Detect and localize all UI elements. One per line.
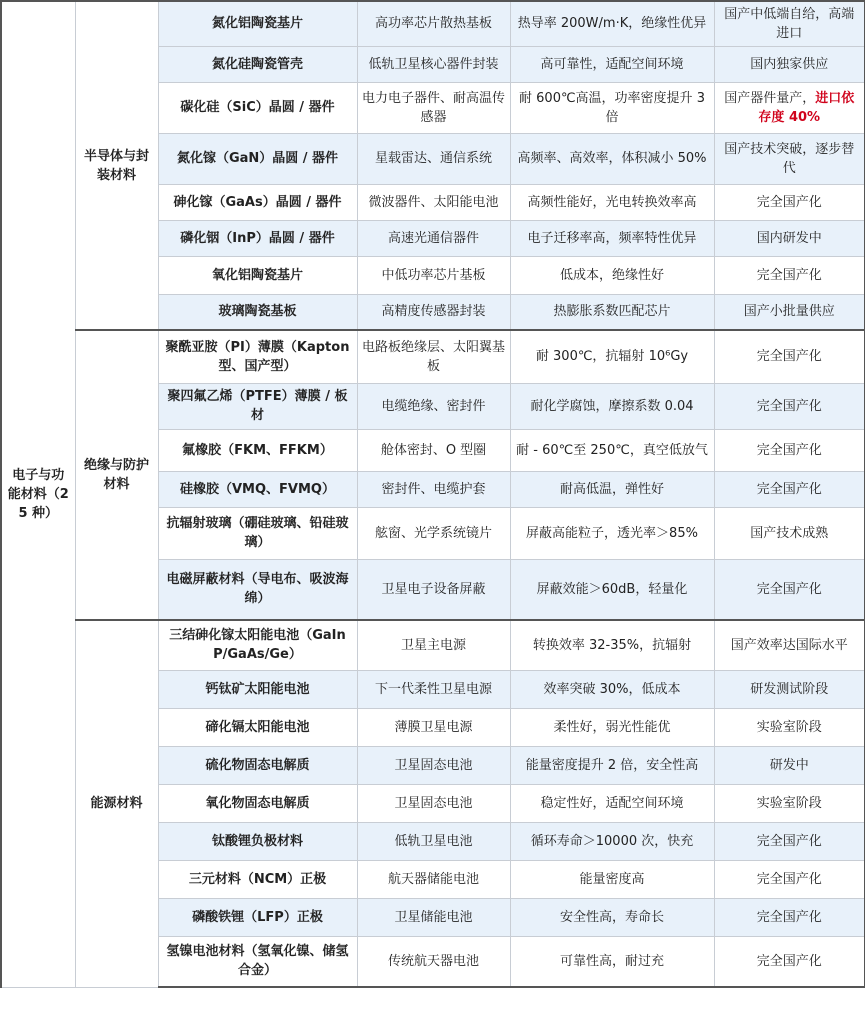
table-row: [1, 1, 865, 46]
status-cell: 研发测试阶段: [714, 670, 865, 708]
status-cell: 完全国产化: [714, 184, 865, 220]
category-level1-cell: 电子与功能材料（25 种）: [1, 1, 75, 987]
application-cell: 薄膜卫星电源: [357, 708, 510, 746]
material-name-cell: 氮化镓（GaN）晶圆 / 器件: [158, 133, 357, 184]
feature-cell: 耐 - 60℃至 250℃，真空低放气: [510, 429, 714, 471]
material-name-cell: 玻璃陶瓷基板: [158, 294, 357, 330]
material-name-cell: 钙钛矿太阳能电池: [158, 670, 357, 708]
material-name-cell: 碳化硅（SiC）晶圆 / 器件: [158, 82, 357, 133]
feature-cell: 屏蔽高能粒子，透光率＞85%: [510, 507, 714, 559]
status-cell: 完全国产化: [714, 860, 865, 898]
application-cell: 低轨卫星电池: [357, 822, 510, 860]
application-cell: 卫星主电源: [357, 620, 510, 670]
application-cell: 电力电子器件、耐高温传感器: [357, 82, 510, 133]
application-cell: 卫星固态电池: [357, 746, 510, 784]
application-cell: 下一代柔性卫星电源: [357, 670, 510, 708]
status-cell: 完全国产化: [714, 429, 865, 471]
material-name-cell: 硅橡胶（VMQ、FVMQ）: [158, 471, 357, 507]
feature-cell: 热导率 200W/m·K，绝缘性优异: [510, 1, 714, 46]
feature-cell: 效率突破 30%，低成本: [510, 670, 714, 708]
table-row: [1, 330, 865, 383]
status-cell: 实验室阶段: [714, 784, 865, 822]
application-cell: 传统航天器电池: [357, 936, 510, 987]
application-cell: 微波器件、太阳能电池: [357, 184, 510, 220]
application-cell: 电缆绝缘、密封件: [357, 383, 510, 429]
feature-cell: 电子迁移率高，频率特性优异: [510, 220, 714, 256]
material-name-cell: 抗辐射玻璃（硼硅玻璃、铅硅玻璃）: [158, 507, 357, 559]
feature-cell: 柔性好，弱光性能优: [510, 708, 714, 746]
application-cell: 低轨卫星核心器件封装: [357, 46, 510, 82]
status-cell: 完全国产化: [714, 471, 865, 507]
material-name-cell: 钛酸锂负极材料: [158, 822, 357, 860]
category-level2-cell: 半导体与封装材料: [75, 1, 158, 330]
application-cell: 高功率芯片散热基板: [357, 1, 510, 46]
material-name-cell: 氧化铝陶瓷基片: [158, 256, 357, 294]
feature-cell: 高可靠性，适配空间环境: [510, 46, 714, 82]
material-name-cell: 三结砷化镓太阳能电池（GaInP/GaAs/Ge）: [158, 620, 357, 670]
feature-cell: 稳定性好，适配空间环境: [510, 784, 714, 822]
material-name-cell: 三元材料（NCM）正极: [158, 860, 357, 898]
application-cell: 卫星固态电池: [357, 784, 510, 822]
feature-cell: 耐 600℃高温，功率密度提升 3 倍: [510, 82, 714, 133]
table-row: [1, 620, 865, 670]
material-name-cell: 氟橡胶（FKM、FFKM）: [158, 429, 357, 471]
application-cell: 舱体密封、O 型圈: [357, 429, 510, 471]
feature-cell: 耐 300℃，抗辐射 10⁶Gy: [510, 330, 714, 383]
feature-cell: 安全性高，寿命长: [510, 898, 714, 936]
application-cell: 高速光通信器件: [357, 220, 510, 256]
status-cell: 国产技术突破，逐步替代: [714, 133, 865, 184]
status-cell: 国产技术成熟: [714, 507, 865, 559]
import-dependency-warning: 进口依存度 40%: [758, 90, 855, 125]
application-cell: 舷窗、光学系统镜片: [357, 507, 510, 559]
material-name-cell: 磷化铟（InP）晶圆 / 器件: [158, 220, 357, 256]
status-cell: 完全国产化: [714, 256, 865, 294]
status-cell: 完全国产化: [714, 898, 865, 936]
status-cell: 完全国产化: [714, 822, 865, 860]
material-name-cell: 氢镍电池材料（氢氧化镍、储氢合金）: [158, 936, 357, 987]
material-name-cell: 氮化铝陶瓷基片: [158, 1, 357, 46]
status-cell: 国产中低端自给，高端进口: [714, 1, 865, 46]
feature-cell: 高频率、高效率，体积减小 50%: [510, 133, 714, 184]
material-name-cell: 碲化镉太阳能电池: [158, 708, 357, 746]
status-cell: 完全国产化: [714, 330, 865, 383]
feature-cell: 屏蔽效能＞60dB，轻量化: [510, 559, 714, 620]
category-level2-cell: 绝缘与防护材料: [75, 330, 158, 620]
material-name-cell: 聚四氟乙烯（PTFE）薄膜 / 板材: [158, 383, 357, 429]
feature-cell: 高频性能好，光电转换效率高: [510, 184, 714, 220]
material-name-cell: 聚酰亚胺（PI）薄膜（Kapton 型、国产型）: [158, 330, 357, 383]
status-text: 国产器件量产，: [724, 90, 816, 106]
material-name-cell: 磷酸铁锂（LFP）正极: [158, 898, 357, 936]
status-cell: 国内研发中: [714, 220, 865, 256]
application-cell: 电路板绝缘层、太阳翼基板: [357, 330, 510, 383]
status-cell: 完全国产化: [714, 559, 865, 620]
feature-cell: 循环寿命＞10000 次，快充: [510, 822, 714, 860]
application-cell: 航天器储能电池: [357, 860, 510, 898]
feature-cell: 低成本，绝缘性好: [510, 256, 714, 294]
material-name-cell: 砷化镓（GaAs）晶圆 / 器件: [158, 184, 357, 220]
status-cell: 实验室阶段: [714, 708, 865, 746]
status-cell: 国内独家供应: [714, 46, 865, 82]
material-name-cell: 氮化硅陶瓷管壳: [158, 46, 357, 82]
status-cell: [714, 82, 865, 133]
feature-cell: 能量密度提升 2 倍，安全性高: [510, 746, 714, 784]
status-cell: 完全国产化: [714, 936, 865, 987]
material-name-cell: 硫化物固态电解质: [158, 746, 357, 784]
feature-cell: 热膨胀系数匹配芯片: [510, 294, 714, 330]
feature-cell: 转换效率 32-35%，抗辐射: [510, 620, 714, 670]
application-cell: 中低功率芯片基板: [357, 256, 510, 294]
application-cell: 高精度传感器封装: [357, 294, 510, 330]
application-cell: 卫星电子设备屏蔽: [357, 559, 510, 620]
feature-cell: 能量密度高: [510, 860, 714, 898]
feature-cell: 耐高低温，弹性好: [510, 471, 714, 507]
application-cell: 卫星储能电池: [357, 898, 510, 936]
material-name-cell: 氧化物固态电解质: [158, 784, 357, 822]
status-cell: 国产效率达国际水平: [714, 620, 865, 670]
category-level2-cell: 能源材料: [75, 620, 158, 987]
status-cell: 国产小批量供应: [714, 294, 865, 330]
status-cell: 研发中: [714, 746, 865, 784]
application-cell: 星载雷达、通信系统: [357, 133, 510, 184]
material-name-cell: 电磁屏蔽材料（导电布、吸波海绵）: [158, 559, 357, 620]
application-cell: 密封件、电缆护套: [357, 471, 510, 507]
status-cell: 完全国产化: [714, 383, 865, 429]
feature-cell: 可靠性高，耐过充: [510, 936, 714, 987]
feature-cell: 耐化学腐蚀，摩擦系数 0.04: [510, 383, 714, 429]
